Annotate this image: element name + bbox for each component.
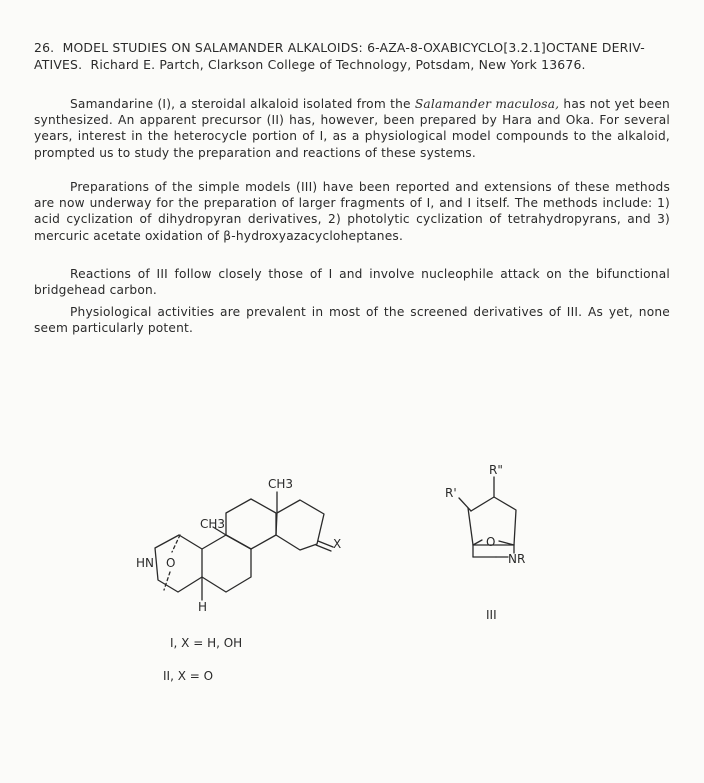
r2-label: R" [489,463,503,477]
oxygen-bridge-label: O [486,535,496,549]
ch3-top-label: CH3 [268,477,294,491]
oxygen-label: O [166,556,176,570]
abstract-title-line-1: 26. MODEL STUDIES ON SALAMANDER ALKALOIDS: 6-AZA-8-OXABICYCLO[3.2.1]OCTANE DERIV- [34,40,645,55]
x-label: X [333,537,342,551]
paragraph-1-text-b: has not yet been synthesized. An apparent precursor (II) has, however, been prepared by Hara and Oka. For several years, interest in the heterocycle portion of I, as a physiological model compounds to the alkaloid, prompted us to study the preparation and reactions of these systems. [34,97,670,160]
paragraph-1-text-a: Samandarine (I), a steroidal alkaloid isolated from the [70,97,415,111]
ring-d [276,500,324,550]
ring-c [226,499,276,549]
caption-compound-I: I, X = H, OH [170,636,243,650]
species-name: Salamander maculosa, [414,97,560,111]
structure-I-bonds [155,492,333,600]
ch3-mid-label: CH3 [200,517,226,531]
nr-label: NR [508,552,526,566]
paragraph-3-text: Reactions of III follow closely those of I and involve nucleophile attack on the bifunctional bridgehead carbon. [34,267,670,298]
r1-bond [459,498,471,511]
paragraph-2-text: Preparations of the simple models (III) have been reported and extensions of these methods are now underway for the preparation of larger fragments of I, and I itself. The methods include: 1) acid cyclization of dihydropyran derivatives, 2) photolytic cyclization of tetrahydropyrans, and 3) mercuric acetate oxidation of β-hydroxyazacycloheptanes. [34,180,670,243]
ring-b [202,535,251,592]
ether-bond-left [473,540,482,545]
ring-a [155,535,202,592]
r1-label: R' [445,486,457,500]
hn-label: HN [136,556,154,570]
abstract-title-line-2: ATIVES. Richard E. Partch, Clarkson College of Technology, Potsdam, New York 13676. [34,57,586,72]
h-label: H [198,600,208,614]
paragraph-4-text: Physiological activities are prevalent in most of the screened derivatives of III. As yet, none seem particularly potent. [34,305,670,336]
caption-compound-II: II, X = O [163,669,214,683]
caption-compound-III: III [486,608,497,622]
